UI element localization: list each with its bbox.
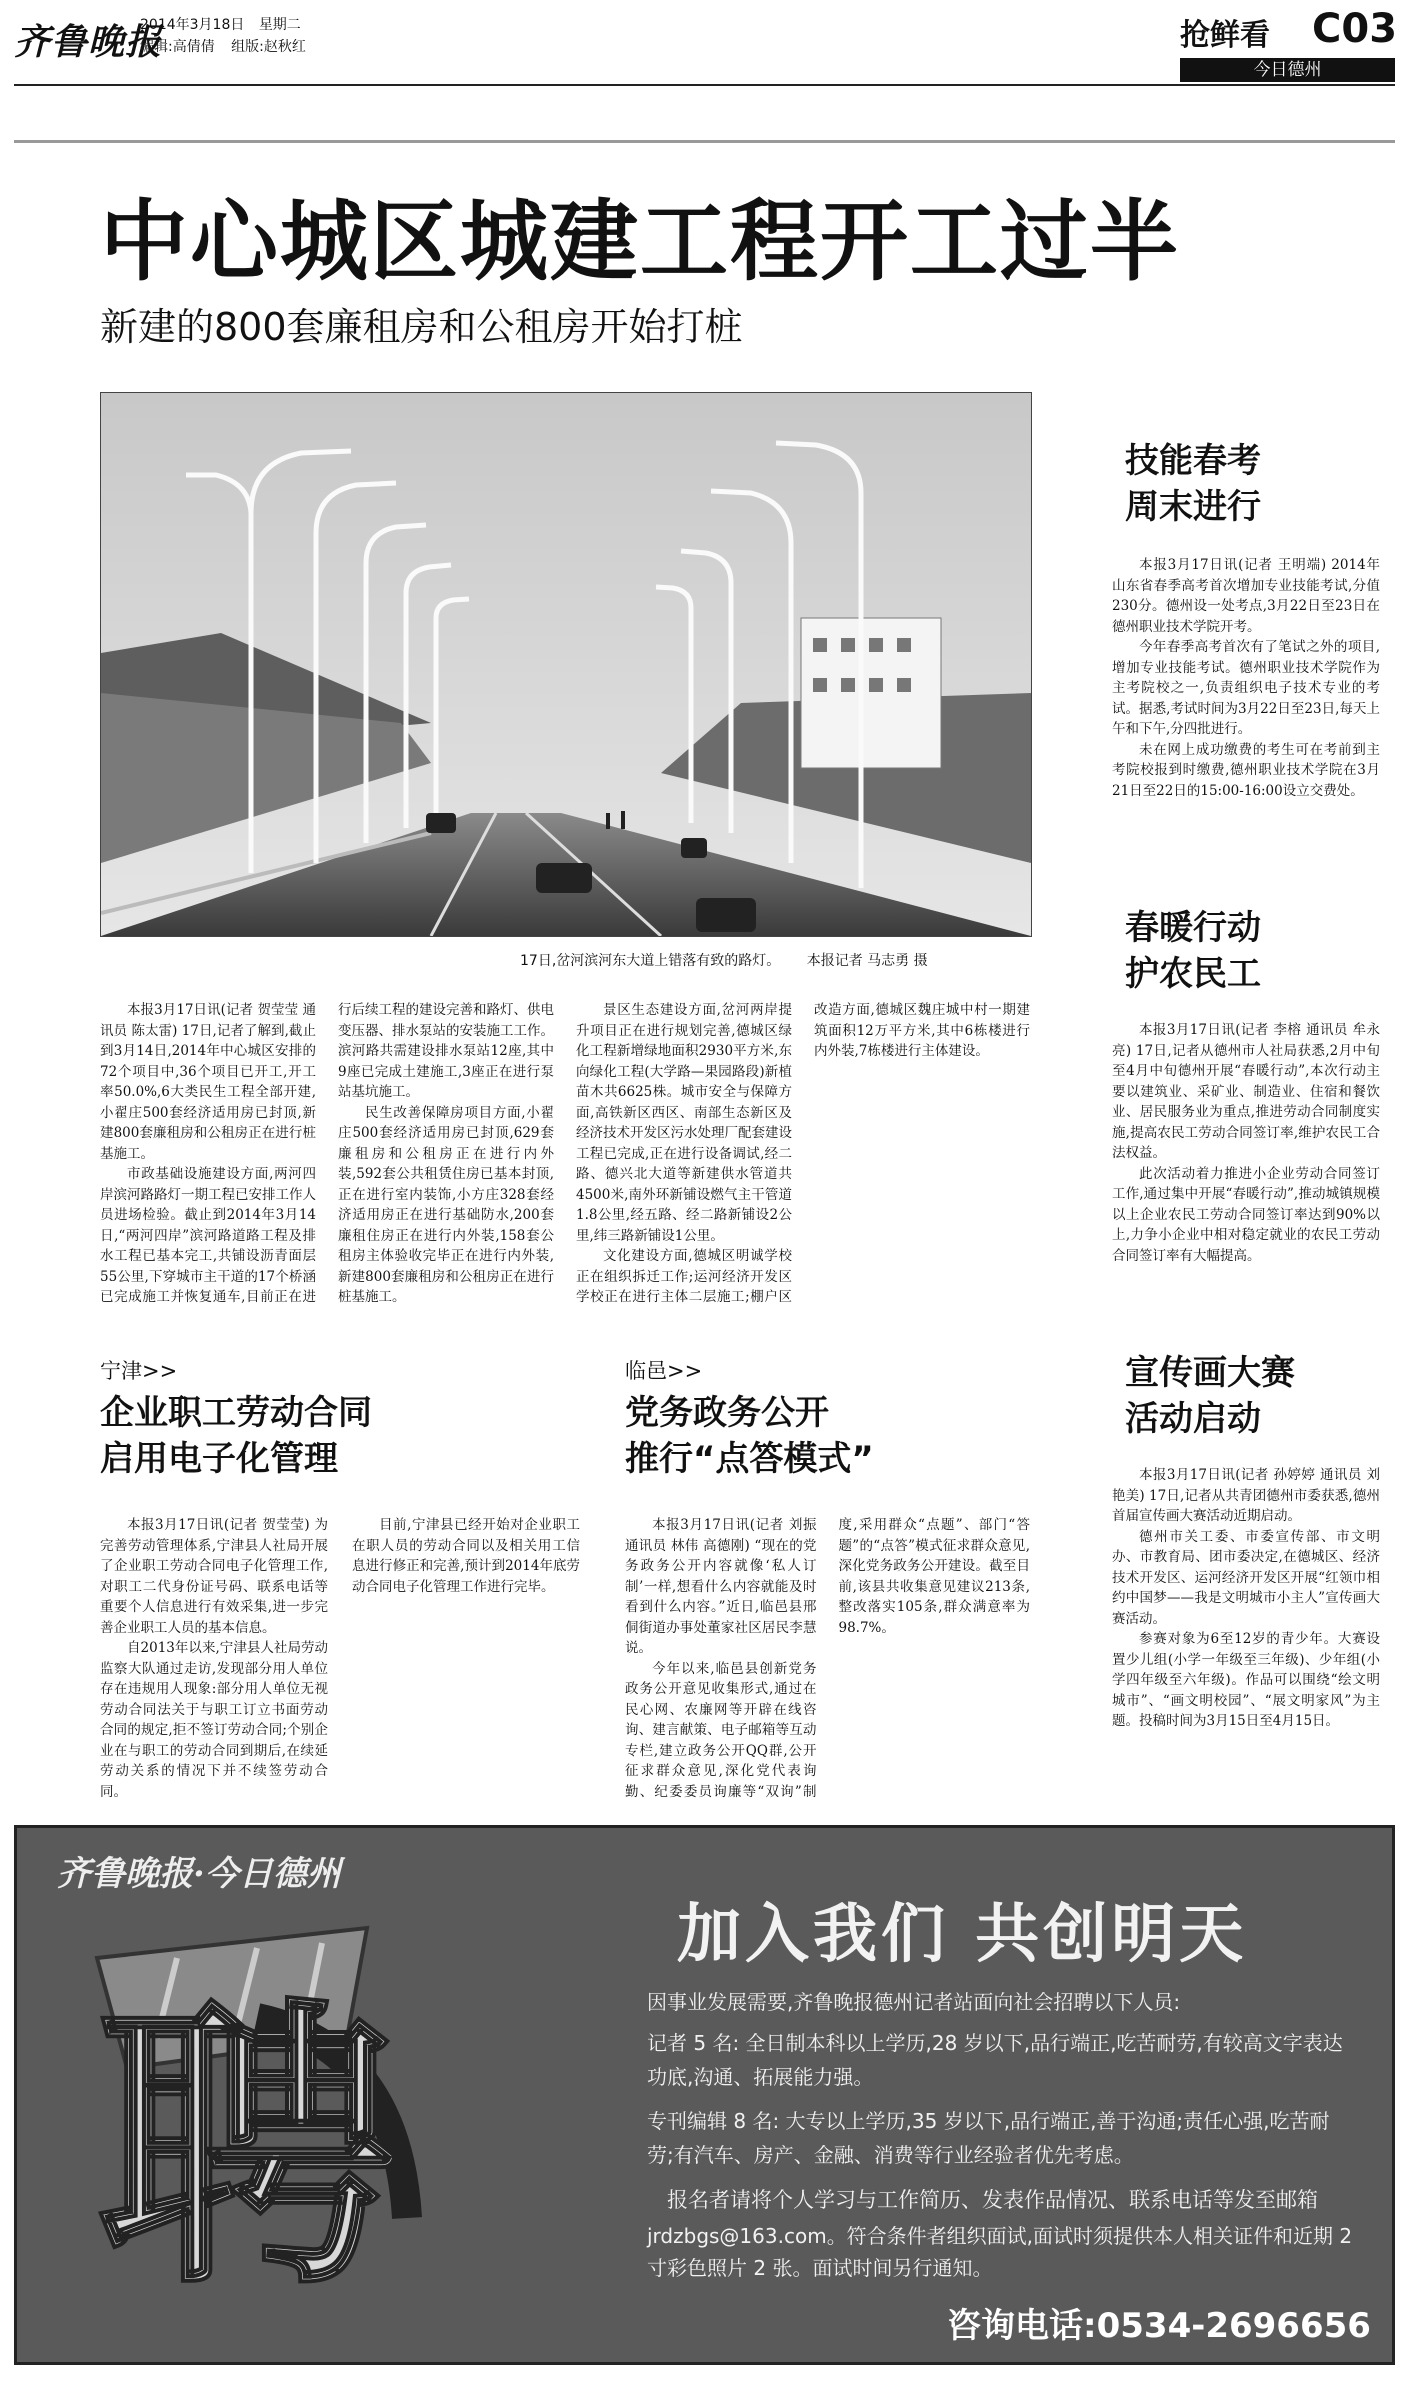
exam-headline [1125,438,1261,530]
spring-headline-line1: 春暖行动 [1125,908,1261,948]
job1-label: 记者 5 名: [647,2031,740,2055]
ningjin-headline-line1: 企业职工劳动合同 [100,1393,372,1433]
masthead-logo: 齐鲁晚报 [14,21,163,63]
painting-para: 参赛对象为6至12岁的青少年。大赛设置少儿组(小学一年级至三年级)、少年组(小学四年级至六年级)。作品可以围绕“绘文明城市”、“画文明校园”、“展文明家风”为主题。投稿时间为3月15日至4月15日。 [1112,1631,1380,1729]
exam-headline-line1: 技能春考 [1125,441,1261,481]
photo-caption [520,950,928,970]
editor: 编辑:高倩倩 [140,39,215,55]
lead-para: 本报3月17日讯(记者 贺莹莹 通讯员 陈太雷) 17日,记者了解到,截止到3月14日,2014年中心城区安排的72个项目中,36个项目已开工,开工率50.0%,6大类民生工程全部开建,小翟庄500套经济适用房已封顶,新建800套廉租房和公租房正在进行桩基施工。 [100,1002,316,1162]
exam-para: 本报3月17日讯(记者 王明端) 2014年山东省春季高考首次增加专业技能考试,分值230分。德州设一处考点,3月22日至23日在德州职业技术学院开考。 [1112,557,1380,635]
linyi-body [625,1515,1030,1805]
exam-headline-line2: 周末进行 [1125,487,1261,527]
ningjin-para: 目前,宁津县已经开始对企业职工在职人员的劳动合同以及相关用工信息进行修正和完善,预计到2014年底劳动合同电子化管理工作进行完毕。 [352,1517,580,1595]
painting-headline-line2: 活动启动 [1125,1399,1261,1439]
masthead-date [140,14,301,34]
lead-para: 景区生态建设方面,岔河两岸提升项目正在进行规划完善,德城区绿化工程新增绿地面积2930平方米,东向绿化工程(大学路—果园路段)新植苗木共6625株。城市安全与保障方面,高铁新区西区、南部生态新区及经济技术开发区污水处理厂配套建设工程已完成,正在进行设备调试,经二路、德兴北大道等新建供水管道共4500米,南外环新铺设燃气主干管道1.8公里,经五路、经二路新铺设2公里,纬三路新铺设1公里。 [576,1002,792,1244]
ad-big-char: 聘 [97,1971,397,2324]
ningjin-para: 自2013年以来,宁津县人社局劳动监察大队通过走访,发现部分用人单位存在违规用人现象:部分用人单位无视劳动合同法关于与职工订立书面劳动合同的规定,拒不签订劳动合同;个别企业在与职工的劳动合同到期后,在续延劳动关系的情况下并不续签劳动合同。 [100,1640,328,1800]
painting-para: 本报3月17日讯(记者 孙婷婷 通讯员 刘艳美) 17日,记者从共青团德州市委获悉,德州首届宣传画大赛活动近期启动。 [1112,1467,1380,1524]
ningjin-headline [100,1390,372,1482]
exam-body [1112,555,1380,801]
spring-para: 本报3月17日讯(记者 李榕 通讯员 牟永亮) 17日,记者从德州市人社局获悉,2月中旬至4月中旬德州开展“春暖行动”,本次行动主要以建筑业、采矿业、制造业、住宿和餐饮业、居民服务业为重点,推进劳动合同制度实施,提高农民工劳动合同签订率,维护农民工合法权益。 [1112,1022,1380,1161]
ningjin-body [100,1515,580,1805]
weekday: 星期二 [258,17,301,33]
linyi-headline [625,1390,874,1482]
ningjin-headline-line2: 启用电子化管理 [100,1439,338,1479]
painting-para: 德州市关工委、市委宣传部、市文明办、市教育局、团市委决定,在德城区、经济技术开发区、运河经济开发区开展“红领巾相约中国梦——我是文明城市小主人”宣传画大赛活动。 [1112,1528,1380,1627]
spring-headline [1125,905,1261,997]
page-number: C03 [1312,6,1398,52]
painting-headline-line1: 宣传画大赛 [1125,1353,1295,1393]
job1-text: 全日制本科以上学历,28 岁以下,品行端正,吃苦耐劳,有较高文字表达功底,沟通、拓展能力强。 [647,2031,1343,2089]
header-rule [14,140,1395,143]
kicker-linyi: 临邑>> [625,1359,703,1383]
ad-phone: 咨询电话:0534-2696656 [947,2306,1371,2346]
ad-job1 [647,2026,1347,2094]
lead-headline: 中心城区城建工程开工过半 [100,190,1181,293]
kicker-ningjin: 宁津>> [100,1359,178,1383]
caption-credit: 本报记者 马志勇 摄 [806,953,928,969]
ad-apply: 报名者请将个人学习与工作简历、发表作品情况、联系电话等发至邮箱 [667,2188,1318,2212]
exam-para: 今年春季高考首次有了笔试之外的项目,增加专业技能考试。德州职业技术学院作为主考院校之一,负责组织电子技术专业的考试。据悉,考试时间为3月22日至23日,每天上午和下午,分四批进行。 [1112,639,1380,737]
job2-text: 大专以上学历,35 岁以下,品行端正,善于沟通;责任心强,吃苦耐劳;有汽车、房产、金融、消费等行业经验者优先考虑。 [647,2109,1330,2167]
linyi-para: 今年以来,临邑县创新党务政务公开意见收集形式,通过在民心网、农廉网等开辟在线咨询、建言献策、电子邮箱等互动专栏,建立政务公开QQ群,公开征求群众意见,深化党代表询勤、纪委委员询廉等“双询”制度,采用群众“点题”、部门“答题”的“点答”模式征求群众意见,深化党务政务公开建设。截至目前,该县共收集意见建议213条,整改落实105条,群众满意率为98.7%。 [625,1517,1030,1800]
ad-brand: 齐鲁晚报·今日德州 [57,1854,341,1894]
ad-apply2: 。符合条件者组织面试,面试时须提供本人相关证件和近期 2 寸彩色照片 2 张。面试时间另行通知。 [647,2224,1353,2280]
lead-para: 民生改善保障房项目方面,小翟庄500套经济适用房已封顶,629套廉租房和公租房正在进行内外装,592套公共租赁住房已基本封顶,正在进行室内装饰,小方庄328套经济适用房正在进行基础防水,200套廉租住房正在进行内外装,158套公租房主体验收完毕正在进行内外装,新建800套廉租房和公租房正在进行桩基施工。 [338,1104,554,1305]
section-title: 抢鲜看 [1180,18,1270,53]
masthead-editors [140,36,306,56]
lead-para: 市政基础设施建设方面,两河四岸滨河路路灯一期工程已安排工作人员进场检验。截止到2014年3月14日,“两河四岸”滨河路道路工程及排水工程已基本完工,共铺设沥青面层55公里,下穿城市主干道的17个桥涵已完成施工并恢复通车,目前正在进行后续工程的建设完善和路灯、供电变压器、排水泵站的安装施工工作。滨河路共需建设排水泵站12座,其中9座已完成土建施工,3座正在进行泵站基坑施工。 [100,1002,554,1305]
ad-email[interactable]: jrdzbgs@163.com [647,2224,827,2248]
layout-editor: 组版:赵秋红 [231,39,306,55]
spring-para: 此次活动着力推进小企业劳动合同签订工作,通过集中开展“春暖行动”,推动城镇规模以上企业农民工劳动合同签订率达到90%以上,力争小企业中相对稳定就业的农民工劳动合同签订率有大幅提高。 [1112,1165,1380,1264]
date: 2014年3月18日 [140,17,245,33]
painting-headline [1125,1350,1295,1442]
lead-body [100,1000,1030,1310]
ad-apply-details [647,2220,1367,2284]
spring-headline-line2: 护农民工 [1125,954,1261,994]
recruitment-ad [14,1825,1395,2365]
road-streetlights-photo [101,393,1031,936]
ningjin-para: 本报3月17日讯(记者 贺莹莹) 为完善劳动管理体系,宁津县人社局开展了企业职工劳动合同电子化管理工作,对职工二代身份证号码、联系电话等重要个人信息进行有效采集,进一步完善企业职工人员的基本信息。 [100,1517,328,1636]
linyi-headline-line2: 推行“点答模式” [625,1439,874,1479]
exam-para: 未在网上成功缴费的考生可在考前到主考院校报到时缴费,德州职业技术学院在3月21日至22日的15:00-16:00设立交费处。 [1112,741,1380,799]
job2-label: 专刊编辑 8 名: [647,2109,780,2133]
edition-badge: 今日德州 [1180,58,1395,82]
lead-para: 文化建设方面,德城区明诚学校正在组织拆迁工作;运河经济开发区学校正在进行主体二层施工;棚户区改造方面,德城区魏庄城中村一期建筑面积12万平方米,其中6栋楼进行内外装,7栋楼进行主体建设。 [576,1002,1030,1305]
caption-text: 17日,岔河滨河东大道上错落有致的路灯。 [520,953,781,969]
masthead-rule [14,84,1395,86]
linyi-headline-line1: 党务政务公开 [625,1393,829,1433]
ad-job2 [647,2104,1347,2172]
spring-body [1112,1020,1380,1266]
ad-intro: 因事业发展需要,齐鲁晚报德州记者站面向社会招聘以下人员: [647,1990,1181,2014]
lead-subheadline: 新建的800套廉租房和公租房开始打桩 [100,305,743,349]
linyi-para: 本报3月17日讯(记者 刘振 通讯员 林伟 高德刚) “现在的党务政务公开内容就像‘私人订制’一样,想看什么内容就能及时看到什么内容。”近日,临邑县邢侗街道办事处董家社区居民李慧说。 [625,1517,817,1656]
ad-slogan: 加入我们 共创明天 [677,1898,1248,1972]
painting-body [1112,1465,1380,1732]
lead-photo [100,392,1032,937]
